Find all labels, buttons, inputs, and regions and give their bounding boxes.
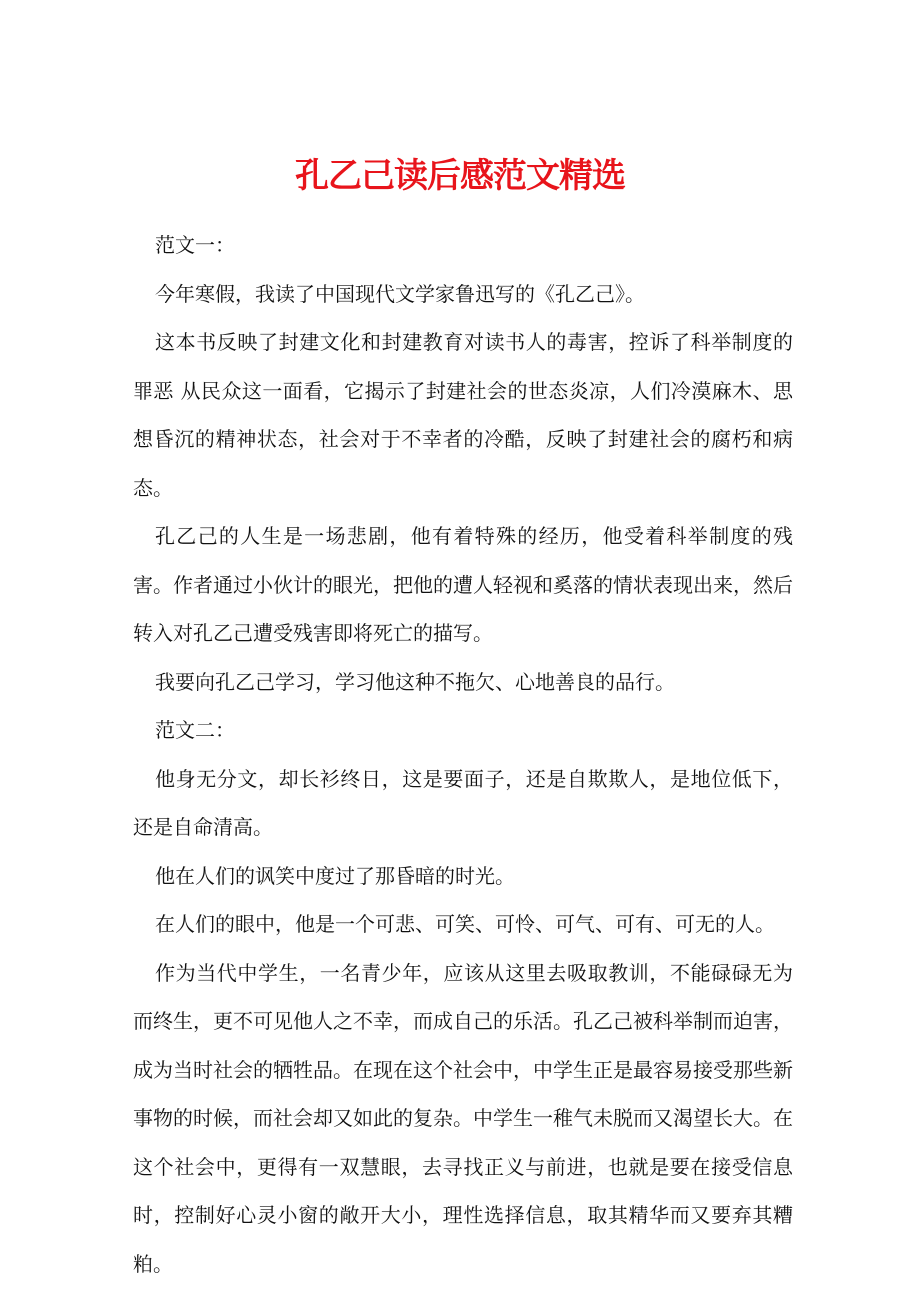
paragraph-heading-1: 范文一： [155,233,235,257]
document-title: 孔乙己读后感范文精选 [295,155,625,196]
paragraph-heading-2: 范文二： [155,718,235,742]
paragraph: 我要向孔乙己学习，学习他这种不拖欠、心地善良的品行。 [155,669,675,694]
paragraph: 孔乙己的人生是一场悲剧，他有着特殊的经历，他受着科举制度的残害。作者通过小伙计的眼光，把他的遭人轻视和奚落的情状表现出来，然后转入对孔乙己遭受残害即将死亡的描写。 [133,524,793,645]
paragraph: 作为当代中学生，一名青少年，应该从这里去吸取教训，不能碌碌无为而终生，更不可见他人之不幸，而成自己的乐活。孔乙己被科举制而迫害，成为当时社会的牺牲品。在现在这个社会中，中学生正是最容易接受那些新事物的时候，而社会却又如此的复杂。中学生一稚气未脱而又渴望长大。在这个社会中，更得有一双慧眼，去寻找正义与前进，也就是要在接受信息时，控制好心灵小窗的敞开大小，理性选择信息，取其精华而又要弃其糟粕。 [133,960,793,1276]
paragraph: 在人们的眼中，他是一个可悲、可笑、可怜、可气、可有、可无的人。 [155,912,775,936]
paragraph: 他身无分文，却长衫终日，这是要面子，还是自欺欺人，是地位低下，还是自命清高。 [133,766,793,839]
paragraph: 他在人们的讽笑中度过了那昏暗的时光。 [155,863,515,888]
paragraph: 这本书反映了封建文化和封建教育对读书人的毒害，控诉了科举制度的罪恶 从民众这一面看，它揭示了封建社会的世态炎凉，人们冷漠麻木、思想昏沉的精神状态，社会对于不幸者的冷酷，反映了封建社会的腐朽和病态。 [133,330,793,500]
paragraph: 今年寒假，我读了中国现代文学家鲁迅写的《孔乙己》。 [155,281,645,306]
document-body [133,221,793,1288]
